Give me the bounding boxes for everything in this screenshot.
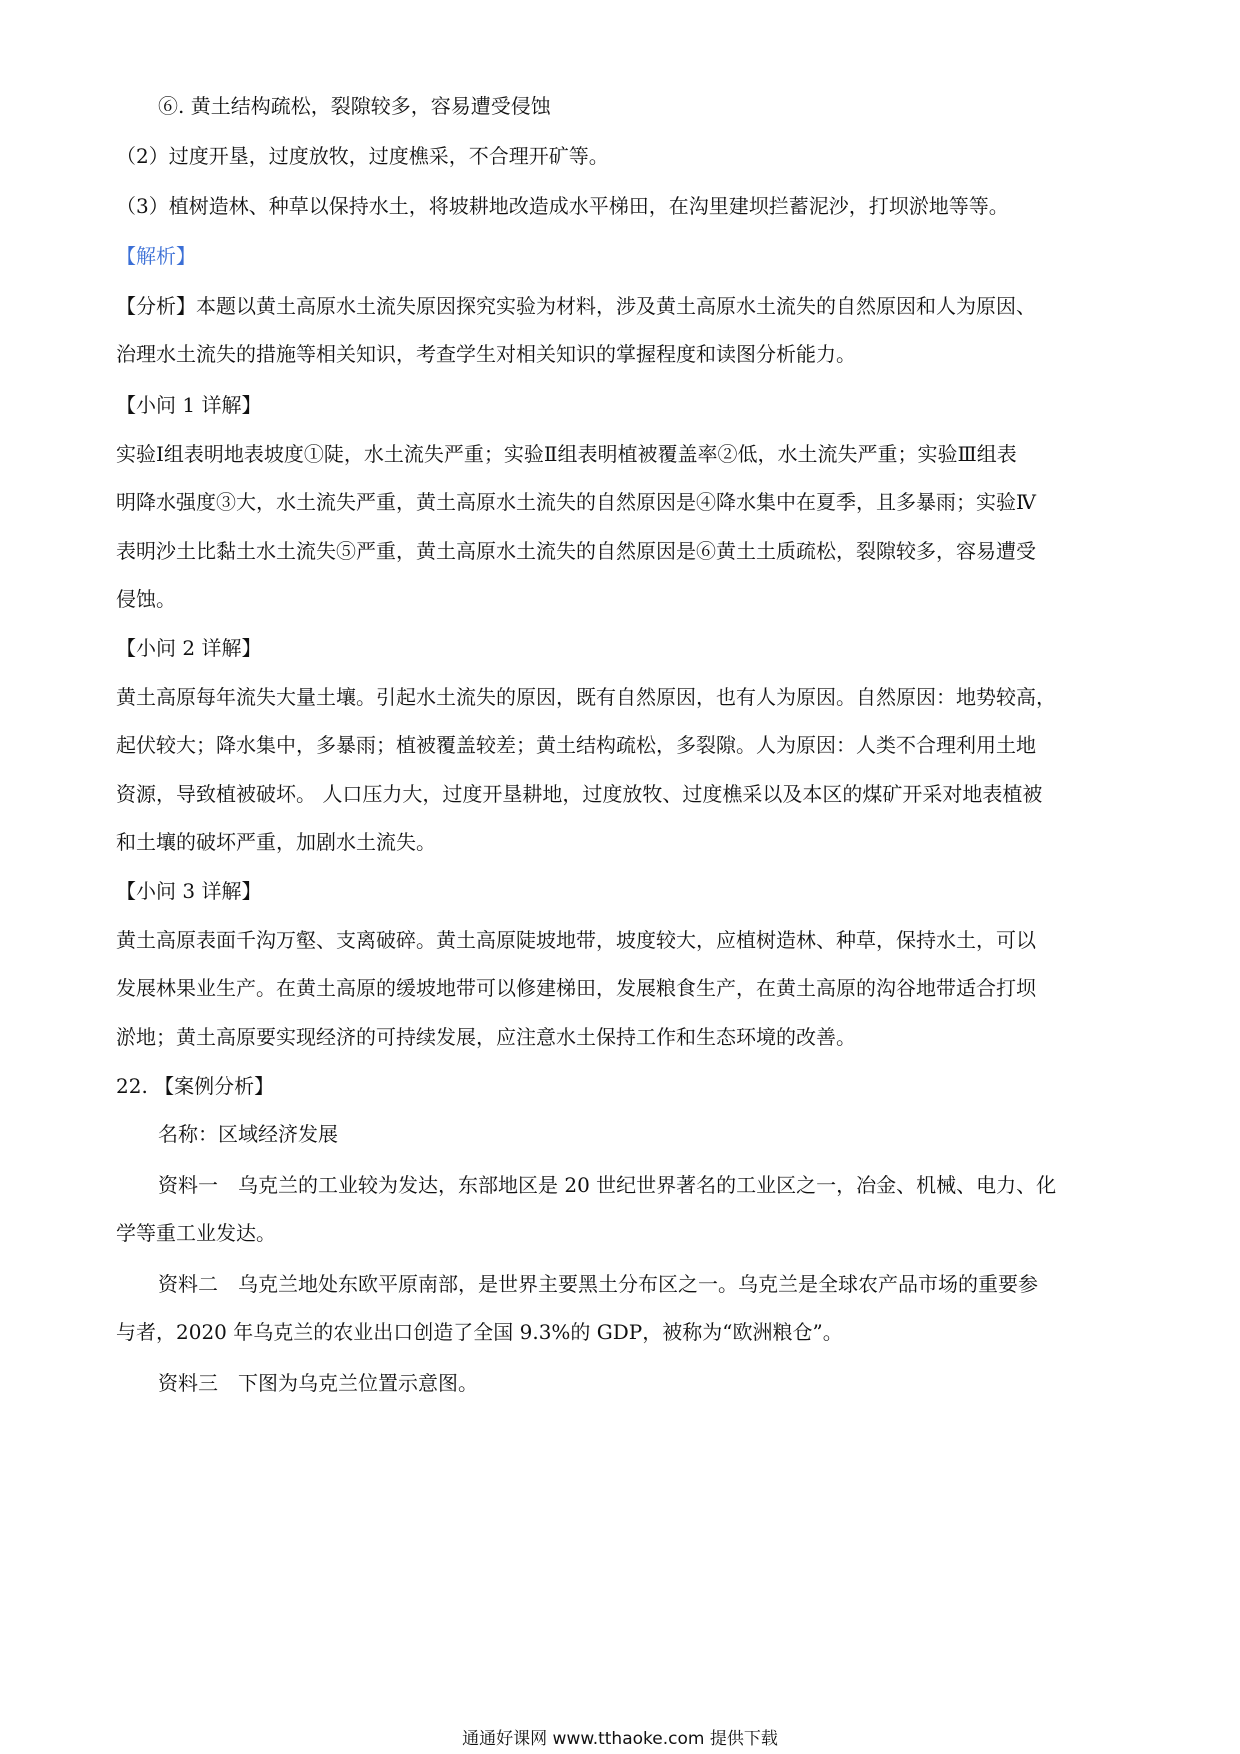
subquestion-1-line: 明降水强度③大，水土流失严重，黄土高原水土流失的自然原因是④降水集中在夏季，且多暴雨；实验Ⅳ [116,490,1036,514]
material-1-line: 学等重工业发达。 [116,1221,276,1245]
material-3-line: 资料三 下图为乌克兰位置示意图。 [158,1371,478,1395]
subquestion-1-heading: 【小问 1 详解】 [116,393,262,417]
subquestion-2-line: 资源，导致植被破坏。 人口压力大，过度开垦耕地，过度放牧、过度樵采以及本区的煤矿开采对地表植被 [116,782,1043,806]
answer-item-6: ⑥. 黄土结构疏松，裂隙较多，容易遭受侵蚀 [158,94,551,118]
material-2-line: 资料二 乌克兰地处东欧平原南部，是世界主要黑土分布区之一。乌克兰是全球农产品市场的重要参 [158,1272,1038,1296]
subquestion-2-line: 和土壤的破坏严重，加剧水土流失。 [116,830,436,854]
analysis-paragraph-line: 【分析】本题以黄土高原水土流失原因探究实验为材料，涉及黄土高原水土流失的自然原因和人为原因、 [116,294,1036,318]
subquestion-1-line: 实验Ⅰ组表明地表坡度①陡，水土流失严重；实验Ⅱ组表明植被覆盖率②低，水土流失严重；实验Ⅲ组表 [116,442,1017,466]
answer-part-3: （3）植树造林、种草以保持水土，将坡耕地改造成水平梯田，在沟里建坝拦蓄泥沙，打坝淤地等等。 [116,194,1009,218]
answer-part-2: （2）过度开垦，过度放牧，过度樵采，不合理开矿等。 [116,144,609,168]
page-footer: 通通好课网 www.tthaoke.com 提供下载 [462,1729,778,1749]
question-22-heading: 22. 【案例分析】 [116,1074,275,1098]
subquestion-2-heading: 【小问 2 详解】 [116,636,262,660]
case-title: 名称：区域经济发展 [158,1122,338,1146]
subquestion-1-line: 表明沙土比黏土水土流失⑤严重，黄土高原水土流失的自然原因是⑥黄土土质疏松，裂隙较多，容易遭受 [116,539,1036,563]
analysis-paragraph-line: 治理水土流失的措施等相关知识，考查学生对相关知识的掌握程度和读图分析能力。 [116,342,856,366]
material-1-line: 资料一 乌克兰的工业较为发达，东部地区是 20 世纪世界著名的工业区之一，冶金、机械、电力、化 [158,1173,1057,1197]
subquestion-1-line: 侵蚀。 [116,587,176,611]
subquestion-3-line: 黄土高原表面千沟万壑、支离破碎。黄土高原陡坡地带，坡度较大，应植树造林、种草，保持水土，可以 [116,928,1036,952]
analysis-heading: 【解析】 [116,244,196,268]
subquestion-3-heading: 【小问 3 详解】 [116,879,262,903]
subquestion-3-line: 淤地；黄土高原要实现经济的可持续发展，应注意水土保持工作和生态环境的改善。 [116,1025,856,1049]
subquestion-2-line: 黄土高原每年流失大量土壤。引起水土流失的原因，既有自然原因，也有人为原因。自然原因：地势较高， [116,685,1056,709]
subquestion-2-line: 起伏较大；降水集中，多暴雨；植被覆盖较差；黄土结构疏松，多裂隙。人为原因：人类不合理利用土地 [116,733,1036,757]
material-2-line: 与者，2020 年乌克兰的农业出口创造了全国 9.3%的 GDP，被称为“欧洲粮仓”。 [116,1320,843,1344]
subquestion-3-line: 发展林果业生产。在黄土高原的缓坡地带可以修建梯田，发展粮食生产，在黄土高原的沟谷地带适合打坝 [116,976,1036,1000]
